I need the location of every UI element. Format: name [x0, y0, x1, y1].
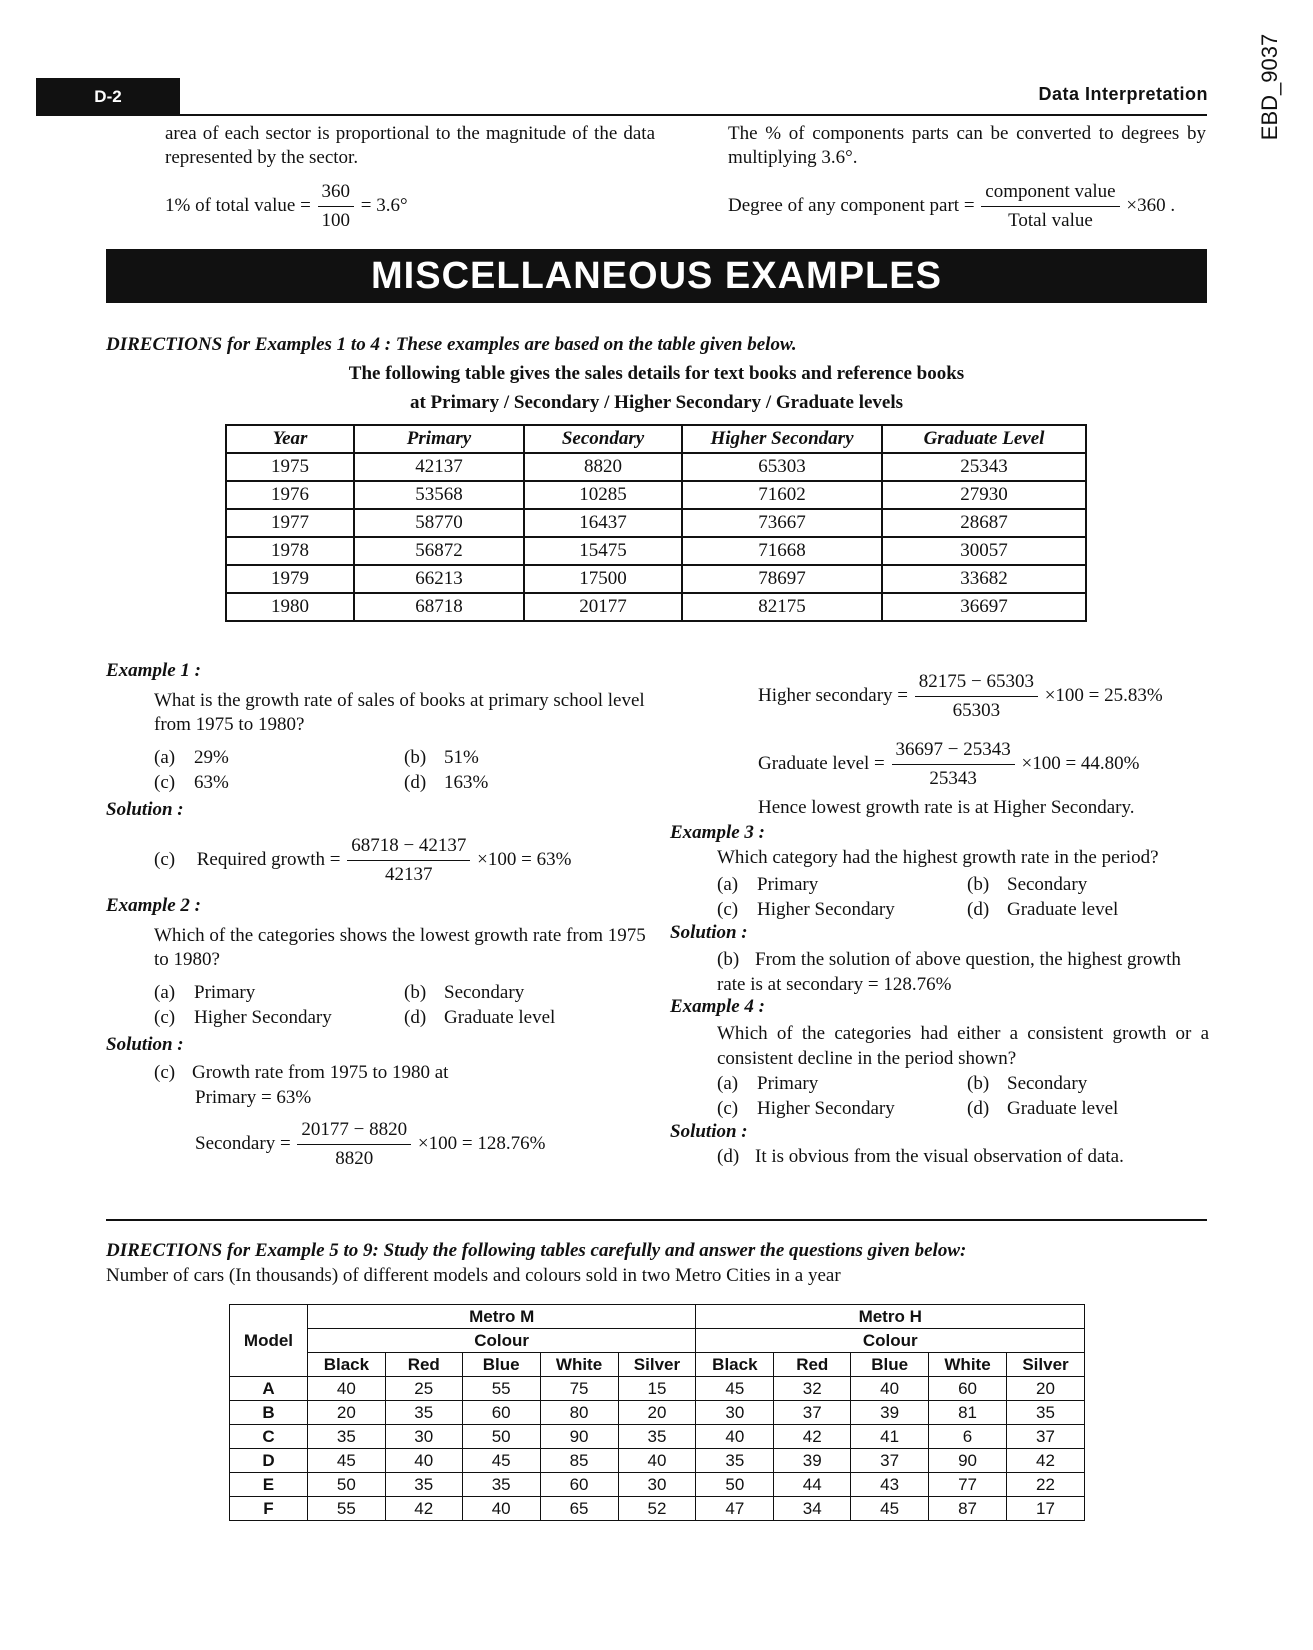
- table2-caption: Number of cars (In thousands) of different models and colours sold in two Metro Cities in a year: [106, 1265, 841, 1286]
- table-cell: 35: [307, 1425, 385, 1449]
- side-code-text: EBD_9037: [1257, 33, 1282, 141]
- option-text: Higher Secondary: [757, 899, 895, 920]
- hs-label: Higher secondary =: [758, 684, 908, 706]
- fraction-denominator: Total value: [1008, 210, 1093, 231]
- example-2-solution-label: Solution :: [106, 1034, 184, 1055]
- table-cell: 78697: [682, 565, 882, 593]
- option-text: Secondary: [1007, 874, 1088, 895]
- example-2-conclusion: Hence lowest growth rate is at Higher Secondary.: [758, 797, 1135, 818]
- table-cell: 1980: [226, 593, 354, 621]
- fraction-numerator: 20177 − 8820: [297, 1118, 411, 1145]
- table-header: Secondary: [524, 425, 682, 453]
- table-cell: 85: [540, 1449, 618, 1473]
- table-cell: 17: [1006, 1497, 1084, 1521]
- option-label: (c): [154, 1007, 176, 1028]
- solution-prefix: (d): [717, 1146, 740, 1167]
- table-cell: 30: [696, 1401, 774, 1425]
- higher-secondary-growth-formula: [758, 670, 1163, 723]
- example-4-solution: [717, 1146, 1124, 1168]
- table1-caption-line1: The following table gives the sales details for text books and reference books: [348, 363, 965, 384]
- colour-column-header: Red: [385, 1353, 462, 1377]
- table-cell: 30: [385, 1425, 462, 1449]
- example-2-title: Example 2 :: [106, 895, 201, 916]
- table-row: [230, 1401, 1085, 1425]
- table-cell: 82175: [682, 593, 882, 621]
- option-label: (a): [154, 747, 176, 768]
- table-cell: 45: [696, 1377, 774, 1401]
- option-label: (b): [404, 747, 427, 768]
- table-cell: 1979: [226, 565, 354, 593]
- option-label: (a): [154, 982, 176, 1003]
- table-cell: 56872: [354, 537, 524, 565]
- table-cell: 15475: [524, 537, 682, 565]
- solution-prefix: (c): [154, 848, 176, 870]
- colour-column-header: Silver: [1006, 1353, 1084, 1377]
- example-3-solution-label: Solution :: [670, 922, 748, 943]
- table-cell: 6: [929, 1425, 1007, 1449]
- secondary-result: ×100 = 128.76%: [417, 1132, 546, 1154]
- intro-right-fraction: [981, 180, 1119, 233]
- colour-column-header: White: [540, 1353, 618, 1377]
- table-cell: 45: [851, 1497, 929, 1521]
- table-cell: 30: [618, 1473, 696, 1497]
- option-text: 29%: [194, 747, 229, 768]
- table-cell: 80: [540, 1401, 618, 1425]
- option-label: (c): [154, 772, 176, 793]
- option-text: Secondary: [444, 982, 525, 1003]
- table-cell: 35: [385, 1401, 462, 1425]
- example-3-solution: [717, 947, 1209, 997]
- table-cell: 43: [851, 1473, 929, 1497]
- directions-2: DIRECTIONS for Example 5 to 9: Study the following tables carefully and answer the questions given below:: [106, 1240, 967, 1261]
- table-cell: 37: [851, 1449, 929, 1473]
- table-cell: 75: [540, 1377, 618, 1401]
- table-cell: 55: [462, 1377, 540, 1401]
- model-cell: F: [230, 1497, 308, 1521]
- table-cell: 60: [462, 1401, 540, 1425]
- table-cell: 25343: [882, 453, 1086, 481]
- table-cell: 45: [307, 1449, 385, 1473]
- table-header-row: [226, 425, 1086, 453]
- example-4-question: Which of the categories had either a consistent growth or a consistent decline in the period shown?: [717, 1023, 1209, 1069]
- option-label: (a): [717, 874, 739, 895]
- example-2-options: [154, 980, 644, 1030]
- table-cell: 20: [1006, 1377, 1084, 1401]
- fraction-denominator: 65303: [952, 700, 1001, 721]
- solution-text-1: From the solution of above question, the highest growth: [755, 949, 1181, 970]
- table-cell: 20177: [524, 593, 682, 621]
- table-cell: 47: [696, 1497, 774, 1521]
- table-cell: 42: [385, 1497, 462, 1521]
- option-label: (c): [717, 899, 739, 920]
- table-cell: 42137: [354, 453, 524, 481]
- table-cell: 37: [1006, 1425, 1084, 1449]
- colour-column-header: White: [929, 1353, 1007, 1377]
- table-cell: 65303: [682, 453, 882, 481]
- table-cell: 36697: [882, 593, 1086, 621]
- example-3-options: [717, 872, 1207, 922]
- table-header: Graduate Level: [882, 425, 1086, 453]
- option-text: Primary: [757, 874, 819, 895]
- model-cell: E: [230, 1473, 308, 1497]
- example-4-solution-label: Solution :: [670, 1121, 748, 1142]
- table-cell: 65: [540, 1497, 618, 1521]
- table-row: [230, 1425, 1085, 1449]
- table-row: [226, 453, 1086, 481]
- table-row: [226, 537, 1086, 565]
- section-title: Data Interpretation: [1038, 84, 1208, 104]
- table-cell: 35: [385, 1473, 462, 1497]
- city-header-metro-h: Metro H: [696, 1305, 1085, 1329]
- fraction-numerator: 82175 − 65303: [915, 670, 1038, 697]
- table-cell: 1976: [226, 481, 354, 509]
- sales-table: [225, 424, 1087, 622]
- intro-left-fraction: [318, 180, 355, 233]
- solution-fraction: [347, 834, 470, 887]
- page-number-tag: D-2: [36, 78, 180, 116]
- table-cell: 50: [696, 1473, 774, 1497]
- solution-text-2: rate is at secondary = 128.76%: [717, 974, 952, 995]
- table-cell: 52: [618, 1497, 696, 1521]
- header-rule: [180, 114, 1207, 116]
- table-cell: 39: [851, 1401, 929, 1425]
- option-label: (d): [967, 1098, 990, 1119]
- option-text: Primary: [194, 982, 256, 1003]
- table-cell: 73667: [682, 509, 882, 537]
- secondary-fraction: [297, 1118, 411, 1171]
- option-text: 63%: [194, 772, 229, 793]
- example-1-solution: [154, 834, 571, 887]
- table-cell: 68718: [354, 593, 524, 621]
- table-cell: 77: [929, 1473, 1007, 1497]
- example-1-solution-label: Solution :: [106, 799, 184, 820]
- intro-right-formula: [728, 180, 1175, 233]
- graduate-growth-formula: [758, 738, 1140, 791]
- table-cell: 44: [774, 1473, 851, 1497]
- example-2-solution: [154, 1060, 448, 1110]
- solution-label: Required growth =: [196, 848, 341, 870]
- table-cell: 1977: [226, 509, 354, 537]
- table-cell: 40: [851, 1377, 929, 1401]
- solution-prefix: (b): [717, 949, 740, 970]
- table-cell: 87: [929, 1497, 1007, 1521]
- option-text: Higher Secondary: [757, 1098, 895, 1119]
- example-3-question: Which category had the highest growth rate in the period?: [717, 847, 1159, 868]
- table-cell: 71668: [682, 537, 882, 565]
- table-cell: 34: [774, 1497, 851, 1521]
- fraction-denominator: 42137: [385, 864, 433, 885]
- example-3-title: Example 3 :: [670, 822, 765, 843]
- intro-left-formula: [165, 180, 408, 233]
- table-cell: 53568: [354, 481, 524, 509]
- city-header-metro-m: Metro M: [307, 1305, 695, 1329]
- option-text: Higher Secondary: [194, 1007, 332, 1028]
- colour-column-header: Red: [774, 1353, 851, 1377]
- example-1-title: Example 1 :: [106, 660, 201, 681]
- table-row: [226, 565, 1086, 593]
- colour-column-header: Silver: [618, 1353, 696, 1377]
- option-text: Graduate level: [1007, 1098, 1119, 1119]
- table-cell: 50: [462, 1425, 540, 1449]
- secondary-growth-formula: [195, 1118, 545, 1171]
- option-text: Graduate level: [444, 1007, 556, 1028]
- model-cell: A: [230, 1377, 308, 1401]
- fraction-numerator: 68718 − 42137: [347, 834, 470, 861]
- hs-result: ×100 = 25.83%: [1044, 684, 1163, 706]
- table-row: [226, 593, 1086, 621]
- table-cell: 33682: [882, 565, 1086, 593]
- colour-column-header: Black: [307, 1353, 385, 1377]
- table-cell: 71602: [682, 481, 882, 509]
- side-code: [1248, 22, 1288, 162]
- option-text: 51%: [444, 747, 479, 768]
- table-cell: 35: [696, 1449, 774, 1473]
- table-cell: 60: [540, 1473, 618, 1497]
- option-label: (b): [967, 874, 990, 895]
- model-header: Model: [230, 1305, 308, 1377]
- table-header: Higher Secondary: [682, 425, 882, 453]
- table-row: [230, 1377, 1085, 1401]
- intro-right-result: ×360 .: [1126, 194, 1176, 216]
- table-cell: 1975: [226, 453, 354, 481]
- gl-label: Graduate level =: [758, 752, 885, 774]
- section-divider: [106, 1219, 1207, 1221]
- table-cell: 41: [851, 1425, 929, 1449]
- option-label: (b): [404, 982, 427, 1003]
- table-header: Year: [226, 425, 354, 453]
- option-text: 163%: [444, 772, 489, 793]
- fraction-denominator: 8820: [335, 1148, 374, 1169]
- section-banner: MISCELLANEOUS EXAMPLES: [106, 249, 1207, 303]
- table-cell: 37: [774, 1401, 851, 1425]
- fraction-numerator: 36697 − 25343: [892, 738, 1015, 765]
- example-2-question: Which of the categories shows the lowest growth rate from 1975 to 1980?: [154, 925, 646, 970]
- table-header: Primary: [354, 425, 524, 453]
- table-cell: 20: [618, 1401, 696, 1425]
- table-cell: 35: [462, 1473, 540, 1497]
- table-cell: 60: [929, 1377, 1007, 1401]
- table-cell: 40: [462, 1497, 540, 1521]
- colour-header: Colour: [696, 1329, 1085, 1353]
- solution-line2: Primary = 63%: [195, 1087, 312, 1108]
- table-cell: 8820: [524, 453, 682, 481]
- solution-line1: Growth rate from 1975 to 1980 at: [192, 1062, 449, 1083]
- colour-header: Colour: [307, 1329, 695, 1353]
- table-row: [230, 1497, 1085, 1521]
- table-cell: 25: [385, 1377, 462, 1401]
- colour-column-header: Black: [696, 1353, 774, 1377]
- table-cell: 40: [385, 1449, 462, 1473]
- option-text: Graduate level: [1007, 899, 1119, 920]
- model-cell: C: [230, 1425, 308, 1449]
- secondary-label: Secondary =: [195, 1132, 291, 1154]
- solution-prefix: (c): [154, 1062, 176, 1083]
- gl-fraction: [892, 738, 1015, 791]
- table-cell: 1978: [226, 537, 354, 565]
- example-4-options: [717, 1071, 1207, 1121]
- option-label: (a): [717, 1073, 739, 1094]
- table-cell: 45: [462, 1449, 540, 1473]
- intro-left-result: = 3.6°: [360, 194, 408, 216]
- table-cell: 16437: [524, 509, 682, 537]
- fraction-denominator: 25343: [929, 768, 977, 789]
- gl-result: ×100 = 44.80%: [1021, 752, 1140, 774]
- option-text: Primary: [757, 1073, 819, 1094]
- option-label: (b): [967, 1073, 990, 1094]
- option-label: (d): [967, 899, 990, 920]
- table-cell: 15: [618, 1377, 696, 1401]
- table-cell: 40: [696, 1425, 774, 1449]
- table1-caption-line2: at Primary / Secondary / Higher Secondary / Graduate levels: [409, 392, 904, 413]
- table-cell: 90: [929, 1449, 1007, 1473]
- table-cell: 40: [307, 1377, 385, 1401]
- fraction-numerator: 360: [318, 180, 355, 207]
- fraction-denominator: 100: [321, 210, 351, 231]
- cars-table: [229, 1304, 1085, 1521]
- solution-result: ×100 = 63%: [477, 848, 572, 870]
- table-cell: 17500: [524, 565, 682, 593]
- model-cell: D: [230, 1449, 308, 1473]
- table-cell: 90: [540, 1425, 618, 1449]
- model-cell: B: [230, 1401, 308, 1425]
- hs-fraction: [915, 670, 1038, 723]
- table-cell: 42: [1006, 1449, 1084, 1473]
- table-cell: 30057: [882, 537, 1086, 565]
- option-label: (d): [404, 772, 427, 793]
- example-1-question: What is the growth rate of sales of books at primary school level from 1975 to 1980?: [154, 690, 645, 735]
- table-cell: 35: [618, 1425, 696, 1449]
- table-cell: 35: [1006, 1401, 1084, 1425]
- fraction-numerator: component value: [981, 180, 1119, 207]
- table-cell: 81: [929, 1401, 1007, 1425]
- table-cell: 10285: [524, 481, 682, 509]
- table-cell: 40: [618, 1449, 696, 1473]
- option-text: Secondary: [1007, 1073, 1088, 1094]
- example-1-options: [154, 745, 644, 795]
- table-cell: 22: [1006, 1473, 1084, 1497]
- table-cell: 42: [774, 1425, 851, 1449]
- table-cell: 55: [307, 1497, 385, 1521]
- table-row: [230, 1449, 1085, 1473]
- intro-right-label: Degree of any component part =: [728, 194, 975, 216]
- table-cell: 39: [774, 1449, 851, 1473]
- table-row: [230, 1473, 1085, 1497]
- table-cell: 32: [774, 1377, 851, 1401]
- table-cell: 20: [307, 1401, 385, 1425]
- example-4-title: Example 4 :: [670, 996, 765, 1017]
- table-cell: 66213: [354, 565, 524, 593]
- table-row: [226, 509, 1086, 537]
- directions-1: DIRECTIONS for Examples 1 to 4 : These examples are based on the table given below.: [106, 334, 797, 355]
- solution-text: It is obvious from the visual observation of data.: [755, 1146, 1124, 1167]
- table-row: [226, 481, 1086, 509]
- intro-right-text: The % of components parts can be converted to degrees by multiplying 3.6°.: [728, 123, 1206, 168]
- table-cell: 27930: [882, 481, 1086, 509]
- colour-column-header: Blue: [462, 1353, 540, 1377]
- intro-left-text: area of each sector is proportional to the magnitude of the data represented by the sector.: [165, 123, 655, 168]
- option-label: (d): [404, 1007, 427, 1028]
- table-cell: 28687: [882, 509, 1086, 537]
- option-label: (c): [717, 1098, 739, 1119]
- intro-left-label: 1% of total value =: [165, 194, 311, 216]
- table-cell: 58770: [354, 509, 524, 537]
- table-cell: 50: [307, 1473, 385, 1497]
- colour-column-header: Blue: [851, 1353, 929, 1377]
